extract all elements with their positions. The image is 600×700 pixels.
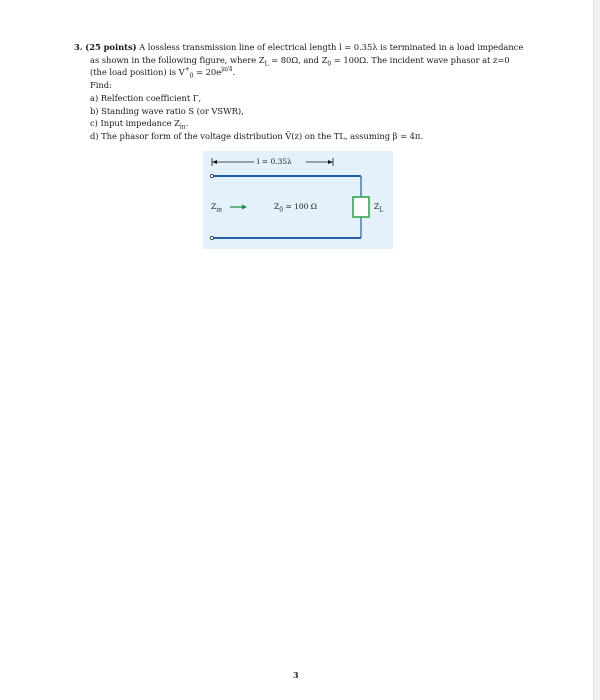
v-value: = 20e <box>193 67 222 78</box>
zl-letter: Z <box>374 202 380 211</box>
item-c <box>74 117 544 130</box>
item-a: a) Relfection coefficient Γ, <box>90 92 202 103</box>
v-superscript: + <box>184 66 190 74</box>
z0-label <box>274 202 318 214</box>
find-label: Find: <box>90 80 112 91</box>
item-c-subscript: in <box>179 123 186 131</box>
page-edge <box>593 0 600 700</box>
item-c-end: . <box>185 118 189 129</box>
zl-value: = 80Ω, and Z <box>268 54 328 65</box>
v-exponent: jπ/4 <box>221 66 233 74</box>
problem-points: (25 points) <box>85 42 137 52</box>
terminal-bottom-icon <box>210 236 213 239</box>
zin-label <box>211 202 223 214</box>
z0-subscript: 0 <box>327 60 332 68</box>
dimension-arrow-left-icon <box>212 160 217 164</box>
zin-letter: Z <box>211 202 217 211</box>
page-number: 3 <box>293 670 299 680</box>
problem-text-2: as shown in the following figure, where Z <box>90 54 265 65</box>
load-impedance-box <box>353 197 369 217</box>
zin-subscript: in <box>216 206 223 214</box>
z0-fig-subscript: 0 <box>279 206 284 214</box>
v-end: . <box>232 67 236 78</box>
problem-line-1 <box>74 41 544 54</box>
item-d: d) The phasor form of the voltage distribution Ṽ(z) on the TL, assuming β = 4π. <box>90 130 424 141</box>
problem-number: 3. <box>74 42 83 52</box>
v-subscript: 0 <box>189 73 194 81</box>
problem-line-2 <box>74 54 544 67</box>
terminal-top-icon <box>210 174 213 177</box>
z0-letter: Z <box>274 202 280 211</box>
length-label: l = 0.35λ <box>257 157 292 166</box>
zl-fig-subscript: L <box>379 206 384 214</box>
problem-line-3 <box>74 66 544 79</box>
problem-3 <box>74 41 544 143</box>
z0-value: = 100Ω. The incident wave phasor at z=0 <box>331 54 510 65</box>
circuit-diagram <box>203 151 393 249</box>
problem-text-1: A lossless transmission line of electrical length l = 0.35λ is terminated in a load impedance <box>139 42 524 52</box>
problem-text-3: (the load position) is V <box>90 67 185 78</box>
zin-arrow-icon <box>242 205 247 210</box>
transmission-line-figure <box>203 151 393 249</box>
zl-subscript: L <box>264 60 269 68</box>
item-c-text: c) Input impedance Z <box>90 118 180 129</box>
item-b: b) Standing wave ratio S (or VSWR), <box>90 105 244 116</box>
z0-fig-value: = 100 Ω <box>285 202 318 211</box>
zl-label <box>374 202 384 214</box>
dimension-arrow-right-icon <box>328 160 333 164</box>
